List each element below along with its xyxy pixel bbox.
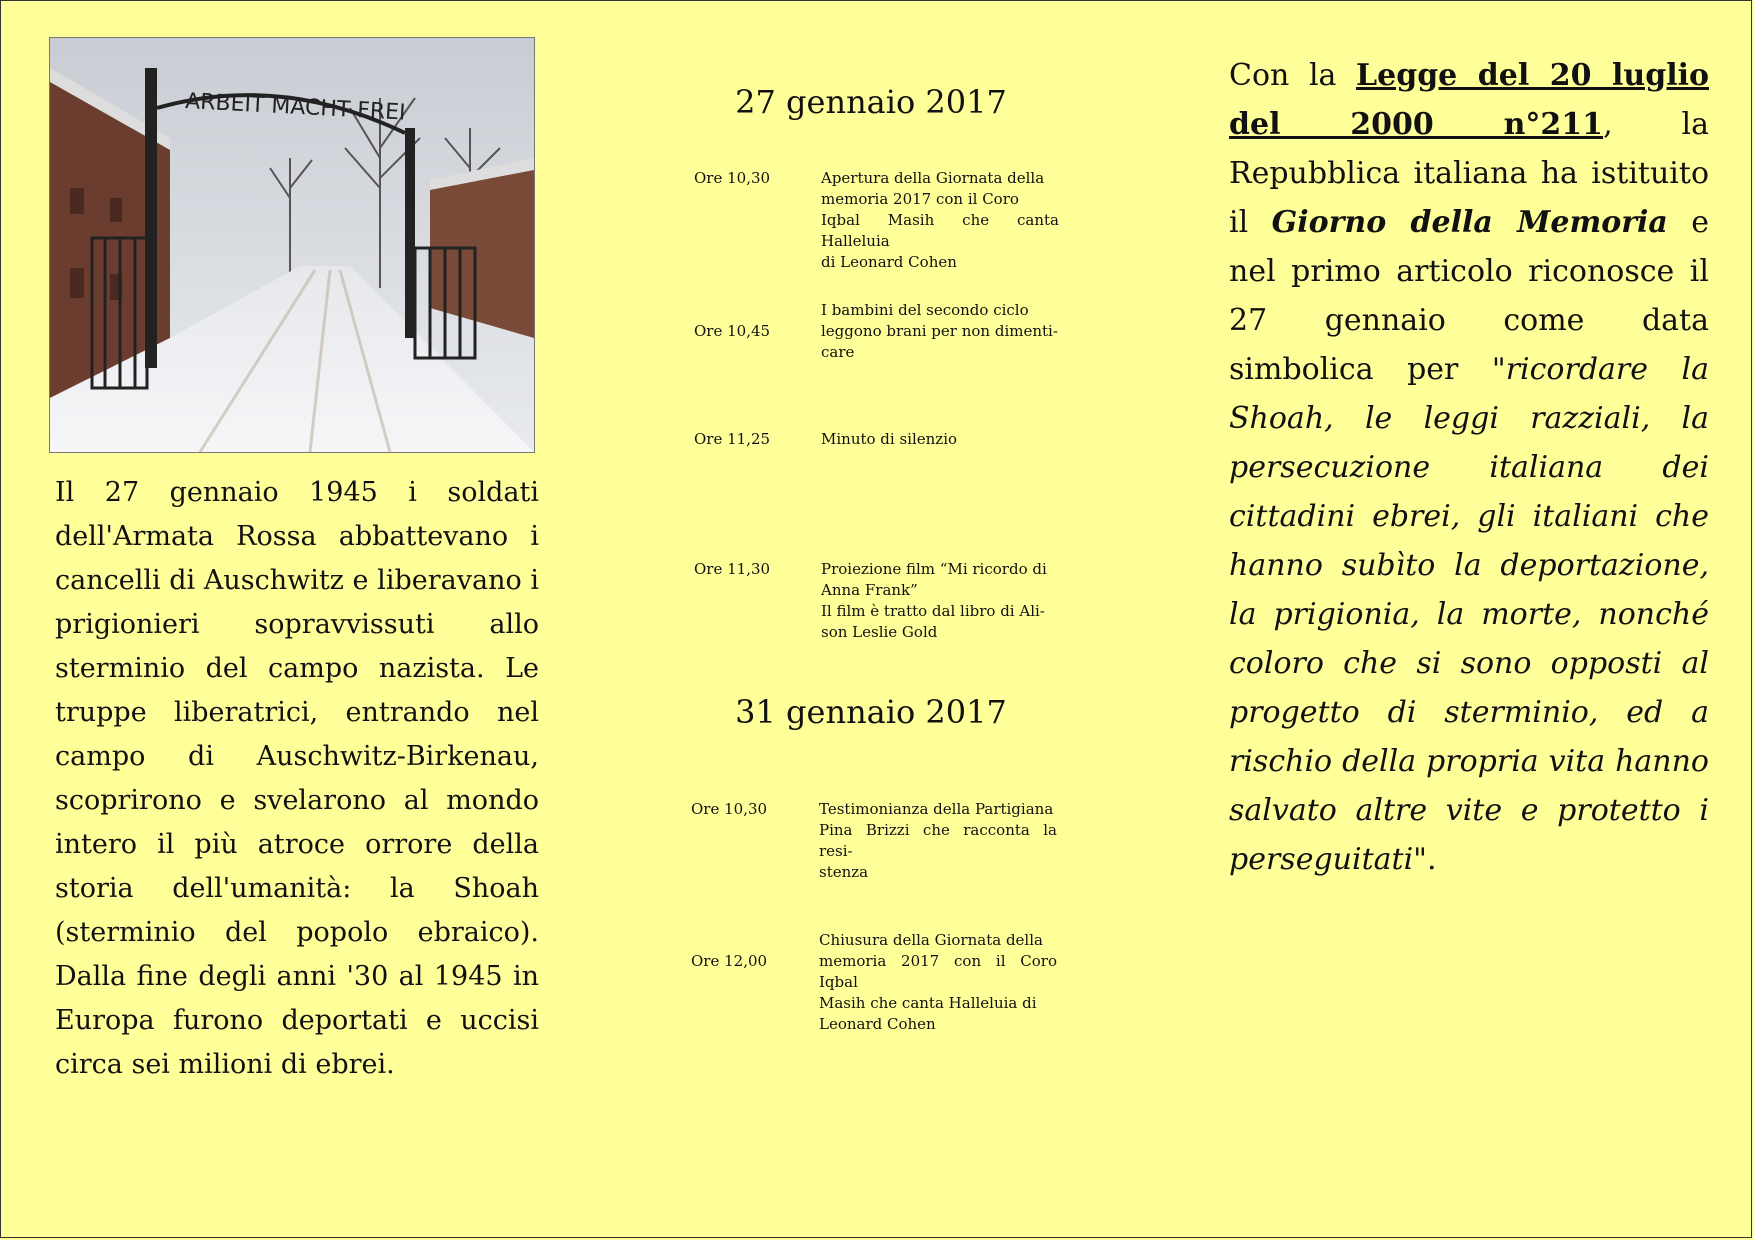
event-description-line: I bambini del secondo ciclo — [821, 301, 1029, 319]
day1-heading: 27 gennaio 2017 — [735, 83, 1007, 121]
event-description-line: di Leonard Cohen — [821, 253, 957, 271]
event-description-line: Iqbal Masih che canta Halleluia — [821, 211, 1059, 250]
event-description-line: care — [821, 343, 855, 361]
event-time: Ore 11,25 — [694, 430, 771, 448]
day2-heading: 31 gennaio 2017 — [735, 693, 1007, 731]
event-description — [821, 300, 1059, 363]
event-description-line: Leonard Cohen — [819, 1015, 936, 1033]
event-description-line: stenza — [819, 863, 869, 881]
event-description-line: memoria 2017 con il Coro — [821, 190, 1019, 208]
law-ending: ". — [1413, 842, 1437, 877]
event-description-line: Testimonianza della Partigiana — [819, 800, 1054, 818]
event-description — [819, 930, 1057, 1035]
history-paragraph: Il 27 gennaio 1945 i soldati dell'Armata Rossa abbattevano i cancelli di Auschwitz e liberavano i prigionieri sopravvissuti allo sterminio del campo nazista. Le truppe liberatrici, entrando nel campo di Auschwitz-Birkenau, scoprirono e svelarono al mondo intero il più atroce orrore della storia dell'umanità: la Shoah (sterminio del popolo ebraico). Dalla fine degli anni '30 al 1945 in Europa furono deportati e uccisi circa sei milioni di ebrei. — [55, 477, 539, 1080]
auschwitz-gate-photo — [49, 37, 535, 453]
event-time: Ore 10,30 — [694, 169, 771, 187]
event-description-line: leggono brani per non dimenti- — [821, 322, 1058, 340]
gate-sign-text: ARBEIT MACHT FREI — [184, 89, 407, 126]
giorno-della-memoria: Giorno della Memoria — [1271, 205, 1668, 240]
law-intro: Con la — [1229, 58, 1357, 93]
event-description-line: son Leslie Gold — [821, 623, 938, 641]
event-description-line: Il film è tratto dal libro di Ali- — [821, 602, 1045, 620]
event-description-line: Proiezione film “Mi ricordo di — [821, 560, 1047, 578]
event-time: Ore 11,30 — [694, 560, 771, 578]
event-description-line: Masih che canta Halleluia di — [819, 994, 1037, 1012]
event-time: Ore 10,45 — [694, 322, 771, 340]
event-description-line: Anna Frank” — [821, 581, 918, 599]
event-description-line: Chiusura della Giornata della — [819, 931, 1043, 949]
event-description-line: Pina Brizzi che racconta la resi- — [819, 821, 1057, 860]
event-description-line: memoria 2017 con il Coro Iqbal — [819, 952, 1057, 991]
event-description-line: Apertura della Giornata della — [821, 169, 1045, 187]
law-reference: Legge del 20 luglio del 2000 n°211 — [1229, 58, 1710, 142]
event-description — [821, 559, 1059, 643]
law-after-giorno: e nel primo articolo riconosce il 27 gennaio come data simbolica per " — [1229, 205, 1709, 387]
law-paragraph — [1229, 51, 1709, 884]
law-quote: ricordare la Shoah, le leggi razziali, la persecuzione italiana dei cittadini ebrei, gli italiani che hanno subìto la deportazione, la prigionia, la morte, nonché coloro che si sono opposti al progetto di sterminio, ed a rischio della propria vita hanno salvato altre vite e protetto i perseguitati — [1229, 352, 1709, 877]
event-time: Ore 10,30 — [691, 800, 768, 818]
law-after-reference: , la Repubblica italiana ha istituito il — [1229, 107, 1710, 240]
event-description — [821, 429, 1059, 450]
event-description-line: Minuto di silenzio — [821, 430, 958, 448]
event-description — [819, 799, 1057, 883]
event-time: Ore 12,00 — [691, 952, 768, 970]
event-description — [821, 168, 1059, 273]
